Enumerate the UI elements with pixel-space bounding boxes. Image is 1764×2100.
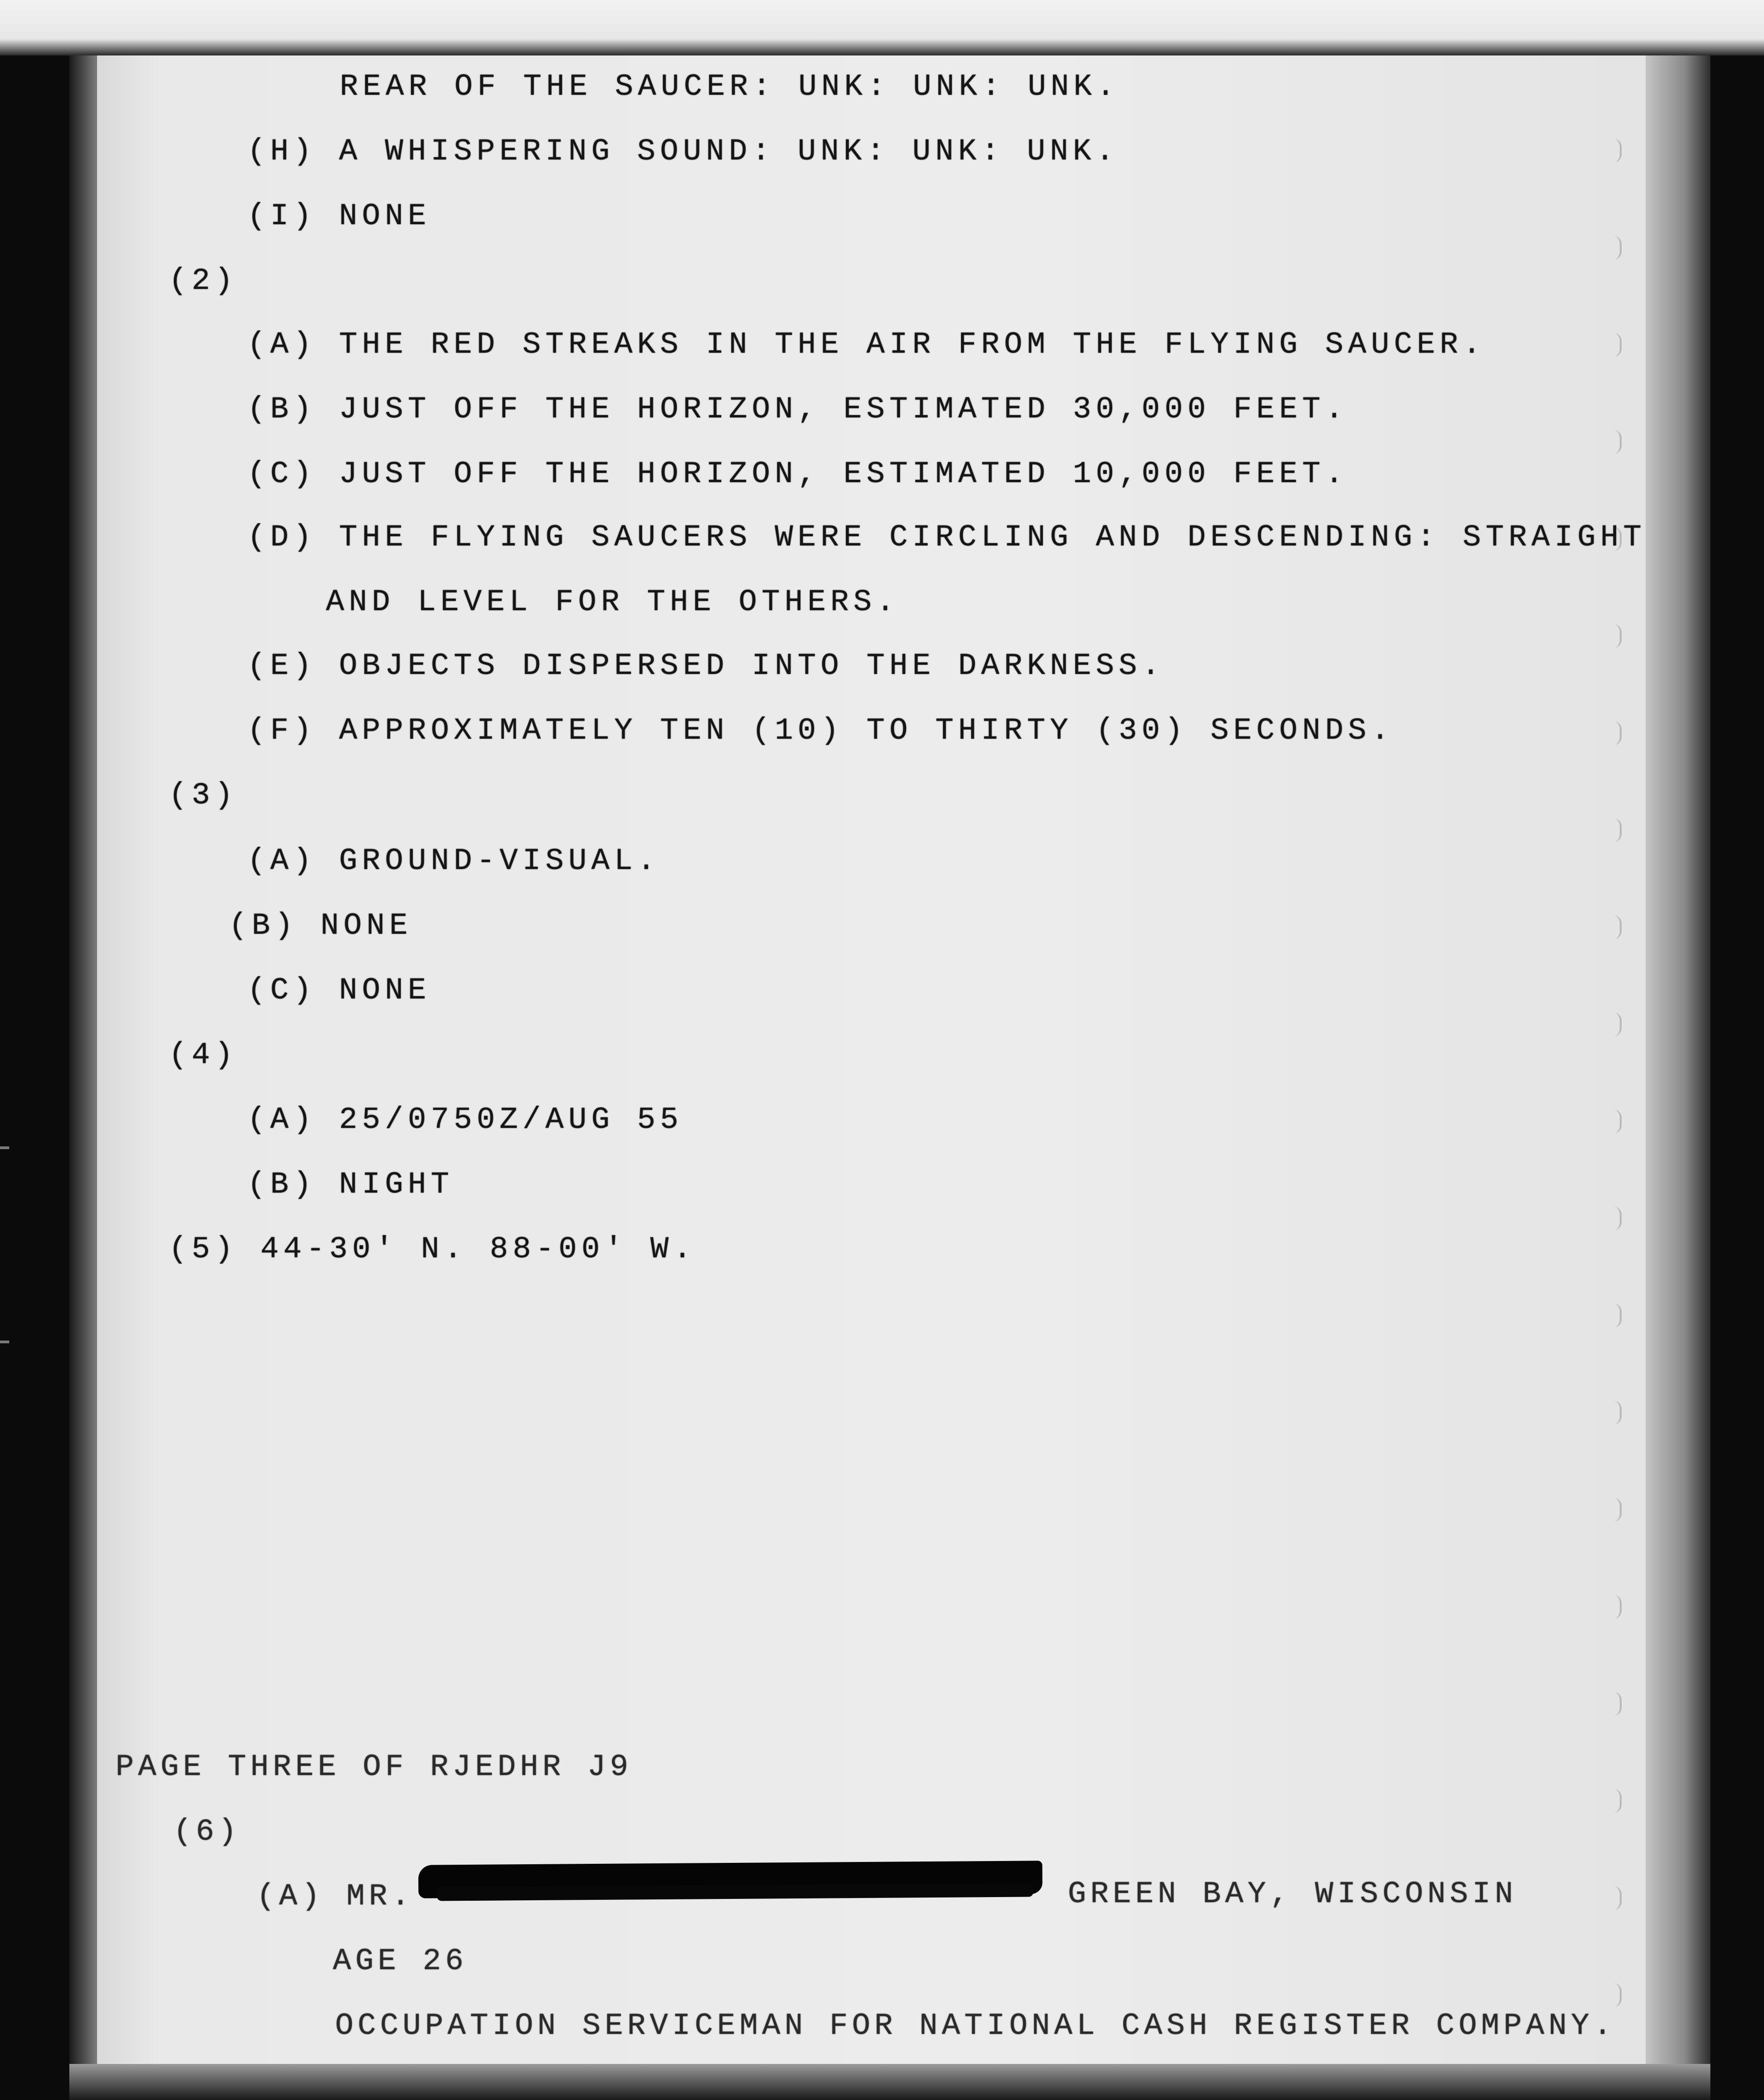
- text-line-6a-occupation: OCCUPATION SERVICEMAN FOR NATIONAL CASH REGISTER COMPANY.: [335, 2008, 1616, 2043]
- text-line-4b: (B) NIGHT: [247, 1167, 454, 1202]
- section-heading-6: (6): [173, 1814, 241, 1849]
- film-bottom-edge: [69, 2064, 1710, 2100]
- text-line-rear-of-saucer: REAR OF THE SAUCER: UNK: UNK: UNK.: [340, 69, 1120, 104]
- margin-tick: [0, 1146, 9, 1149]
- text-line-6a-name-prefix: (A) MR.: [257, 1879, 414, 1914]
- film-right-edge: [1646, 55, 1710, 2064]
- text-line-2c: (C) JUST OFF THE HORIZON, ESTIMATED 10,000 FEET.: [247, 457, 1348, 491]
- text-line-5-coordinates: (5) 44-30' N. 88-00' W.: [169, 1232, 696, 1267]
- text-line-2d: (D) THE FLYING SAUCERS WERE CIRCLING AND DESCENDING: STRAIGHT: [247, 520, 1646, 555]
- text-line-3c: (C) NONE: [247, 973, 431, 1008]
- section-heading-3: (3): [169, 778, 238, 813]
- section-heading-2: (2): [169, 263, 238, 298]
- text-line-6a-location: GREEN BAY, WISCONSIN: [1068, 1877, 1518, 1911]
- section-heading-4: (4): [169, 1038, 238, 1072]
- text-line-2f: (F) APPROXIMATELY TEN (10) TO THIRTY (30) SECONDS.: [247, 713, 1394, 748]
- text-line-6a-age: AGE 26: [333, 1944, 468, 1978]
- redaction-bar: [418, 1861, 1042, 1898]
- text-line-3b: (B) NONE: [229, 908, 412, 943]
- text-line-2e: (E) OBJECTS DISPERSED INTO THE DARKNESS.: [247, 649, 1165, 683]
- margin-tick: [0, 1341, 9, 1343]
- text-line-2a: (A) THE RED STREAKS IN THE AIR FROM THE FLYING SAUCER.: [247, 327, 1486, 362]
- text-line-2d-cont: AND LEVEL FOR THE OTHERS.: [326, 585, 900, 619]
- film-top-edge: [0, 0, 1764, 55]
- text-line-item-i: (I) NONE: [247, 199, 431, 233]
- text-line-item-h: (H) A WHISPERING SOUND: UNK: UNK: UNK.: [247, 134, 1119, 169]
- text-line-3a: (A) GROUND-VISUAL.: [247, 844, 660, 878]
- text-line-2b: (B) JUST OFF THE HORIZON, ESTIMATED 30,000 FEET.: [247, 392, 1348, 427]
- text-line-4a: (A) 25/0750Z/AUG 55: [247, 1102, 683, 1137]
- page-header-page-three: PAGE THREE OF RJEDHR J9: [116, 1750, 632, 1784]
